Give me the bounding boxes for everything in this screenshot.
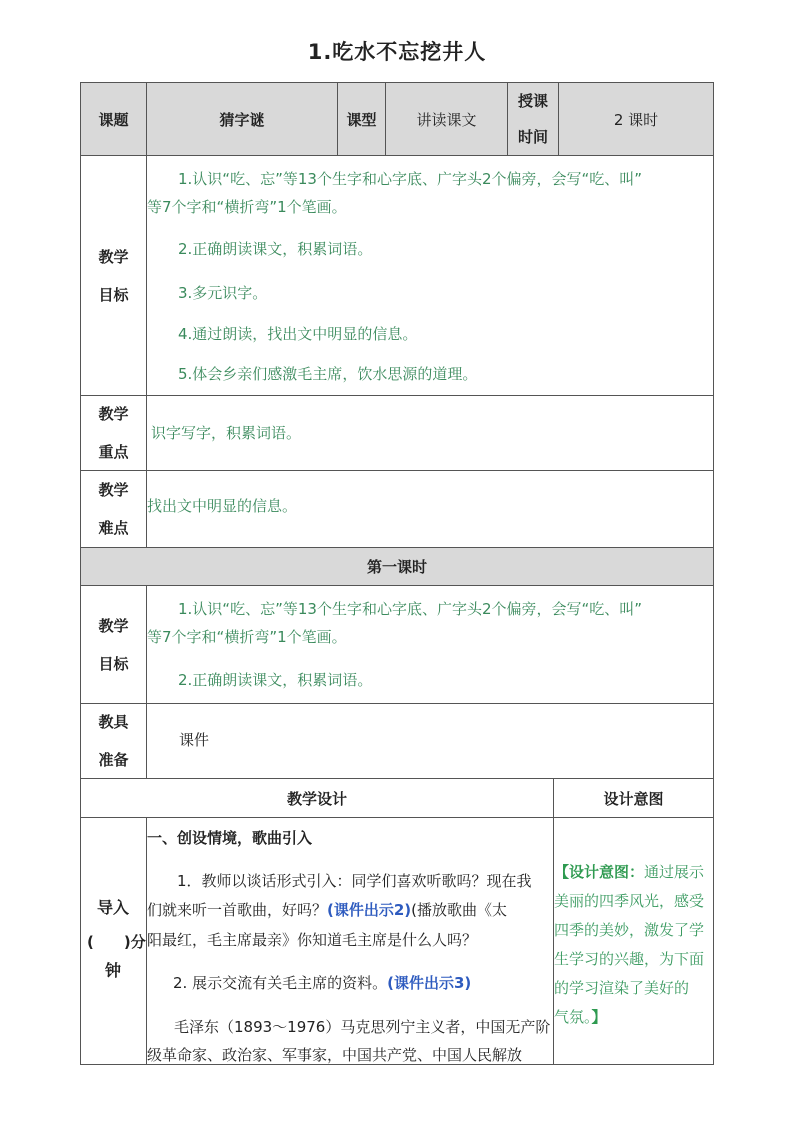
goal-3: 3.多元识字。 (178, 284, 268, 302)
intro-p1-line1: 1．教师以谈话形式引入：同学们喜欢听歌吗？现在我 (177, 872, 532, 890)
goals-label-line1: 教学 (98, 247, 129, 266)
goals-label-line2: 目标 (98, 285, 129, 304)
goal-2: 2.正确朗读课文，积累词语。 (178, 240, 373, 258)
topic-value: 猜字谜 (219, 110, 265, 129)
intent-line5: 的学习渲染了美好的 (554, 979, 690, 997)
intro-label-line2: ( )分 (87, 933, 146, 951)
intro-p1-line2-song: (播放歌曲《太 (411, 901, 508, 919)
design-header-left-cell (80, 778, 554, 818)
difficulty-label-line1: 教学 (98, 481, 129, 499)
lesson1-goal-1-line1: 1.认识“吃、忘”等13个生字和心字底、广字头2个偏旁，会写“吃、叫” (178, 600, 643, 618)
intent-line1 (554, 858, 715, 887)
intent-line3: 四季的美妙，激发了学 (554, 921, 705, 939)
intent-line6 (554, 1003, 715, 1032)
intent-text (554, 858, 715, 1032)
topic-label-cell (80, 82, 147, 156)
topic-cell (146, 82, 338, 156)
topic-label: 课题 (98, 110, 129, 129)
tools-label-cell (80, 703, 147, 779)
goals-label-cell (80, 155, 147, 396)
goal-4: 4.通过朗读，找出文中明显的信息。 (178, 325, 418, 343)
lesson1-heading: 第一课时 (366, 558, 427, 576)
type-cell (385, 82, 508, 156)
goals-content-cell (146, 155, 714, 396)
lesson1-goal-2: 2.正确朗读课文，积累词语。 (178, 671, 373, 689)
lesson1-heading-cell (80, 547, 714, 586)
intro-label-cell (80, 817, 147, 1065)
difficulty-label-cell (80, 470, 147, 548)
tools-text: 课件 (179, 731, 210, 749)
lesson1-goals-cell (146, 585, 714, 704)
time-value: 2 课时 (613, 110, 659, 129)
intro-p3-line1: 毛泽东（1893～1976）马克思列宁主义者，中国无产阶 (174, 1018, 551, 1036)
tools-cell (146, 703, 714, 779)
time-cell (558, 82, 714, 156)
intro-p1-line2-text: 们就来听一首歌曲，好吗？ (147, 901, 328, 919)
intro-section-title: 一、创设情境，歌曲引入 (147, 829, 313, 847)
intro-p1-line3: 阳最红，毛主席最亲》你知道毛主席是什么人吗？ (147, 931, 478, 949)
tools-label-line2: 准备 (98, 751, 129, 769)
intent-tail: 】 (591, 1008, 607, 1026)
intent-cell (553, 817, 714, 1065)
design-header-right-cell (553, 778, 714, 818)
lesson1-goals-label-line2: 目标 (98, 654, 129, 673)
intro-p3-line2: 级革命家、政治家、军事家，中国共产党、中国人民解放 (147, 1046, 523, 1064)
key-points-cell (146, 395, 714, 471)
goal-1-line1: 1.认识“吃、忘”等13个生字和心字底、广字头2个偏旁，会写“吃、叫” (178, 170, 643, 188)
design-header-right: 设计意图 (603, 789, 664, 808)
key-points-text: 识字写字，积累词语。 (151, 424, 302, 442)
intent-line6-text: 气氛。 (554, 1008, 592, 1026)
time-label-line2: 时间 (517, 128, 548, 146)
intro-content-cell (146, 817, 554, 1065)
key-points-label-line2: 重点 (98, 443, 129, 461)
intro-label-line1: 导入 (97, 898, 130, 917)
goal-1-line2: 等7个字和“横折弯”1个笔画。 (147, 198, 347, 216)
difficulty-text: 找出文中明显的信息。 (147, 497, 298, 515)
lesson1-goal-1-line2: 等7个字和“横折弯”1个笔画。 (147, 628, 347, 646)
key-points-label-cell (80, 395, 147, 471)
intent-line4: 生学习的兴趣，为下面 (554, 950, 705, 968)
courseware-ref-3: (课件出示3) (387, 974, 472, 992)
key-points-label-line1: 教学 (98, 405, 129, 423)
intro-p1-line2 (147, 899, 507, 920)
time-label-line1: 授课 (517, 92, 548, 110)
intent-line1-rest: 通过展示 (644, 863, 705, 881)
difficulty-cell (146, 470, 714, 548)
lesson1-goals-label-line1: 教学 (98, 616, 129, 635)
difficulty-label-line2: 难点 (98, 519, 129, 537)
time-label-cell (507, 82, 559, 156)
intro-p2 (173, 972, 471, 993)
goal-5: 5.体会乡亲们感激毛主席，饮水思源的道理。 (178, 365, 478, 383)
type-label-cell (337, 82, 386, 156)
page-title: 1.吃水不忘挖井人 (307, 40, 487, 64)
type-label: 课型 (346, 110, 377, 129)
intro-label-line3: 钟 (105, 961, 122, 980)
type-value: 讲读课文 (416, 110, 477, 129)
lesson1-goals-label-cell (80, 585, 147, 704)
intent-lead: 【设计意图： (554, 863, 645, 881)
intro-p2-text: 2. 展示交流有关毛主席的资料。 (173, 974, 388, 992)
tools-label-line1: 教具 (98, 713, 129, 731)
design-header-left: 教学设计 (286, 789, 347, 808)
courseware-ref-2: (课件出示2) (327, 901, 412, 919)
intent-line2: 美丽的四季风光，感受 (554, 892, 705, 910)
